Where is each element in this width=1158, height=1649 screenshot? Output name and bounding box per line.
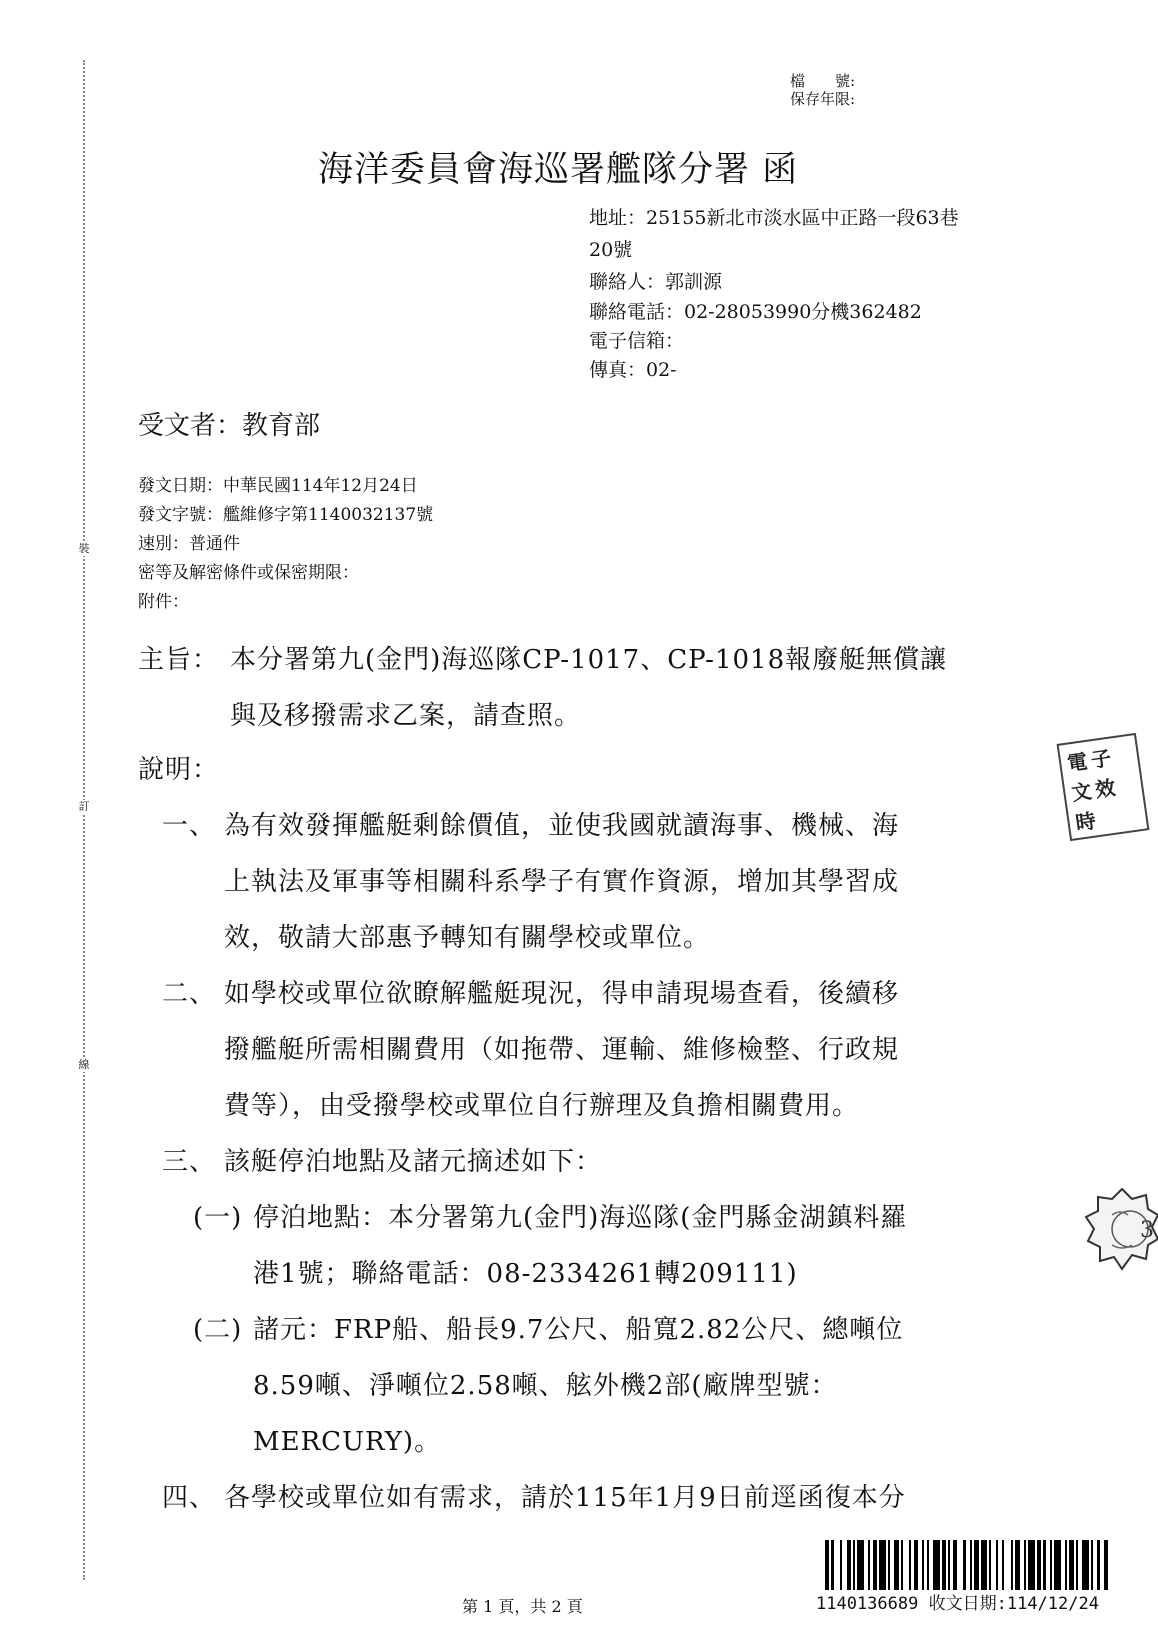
margin-mark-staple: 訂 bbox=[76, 800, 92, 814]
seal-stamp-icon bbox=[1082, 1185, 1158, 1281]
attachment: 附件： bbox=[138, 592, 189, 612]
binding-margin-line bbox=[83, 60, 85, 1580]
barcode-bar bbox=[1108, 1540, 1110, 1590]
sender-address-line2: 20號 bbox=[589, 239, 633, 261]
item-three-sub2-marker: (二) bbox=[193, 1315, 243, 1345]
sender-email: 電子信箱： bbox=[589, 330, 685, 352]
barcode-number: 1140136689 bbox=[816, 1594, 919, 1614]
barcode bbox=[825, 1540, 1111, 1590]
barcode-caption bbox=[816, 1594, 1099, 1614]
subject-label: 主旨： bbox=[138, 645, 220, 675]
item-two-marker: 二、 bbox=[162, 979, 217, 1009]
issue-date: 發文日期：中華民國114年12月24日 bbox=[138, 476, 418, 496]
page-indicator: 第 1 頁，共 2 頁 bbox=[462, 1597, 583, 1616]
item-three-sub2-line1: 諸元：FRP船、船長9.7公尺、船寬2.82公尺、總噸位 bbox=[253, 1315, 904, 1345]
sender-phone: 聯絡電話：02-28053990分機362482 bbox=[589, 301, 922, 323]
stamp-line1: 電子 bbox=[1065, 744, 1117, 776]
item-three-marker: 三、 bbox=[162, 1147, 217, 1177]
item-two-line2: 撥艦艇所需相關費用（如拖帶、運輸、維修檢整、行政規 bbox=[224, 1035, 900, 1065]
item-three-line1: 該艇停泊地點及諸元摘述如下： bbox=[224, 1147, 603, 1177]
retention-period-label: 保存年限: bbox=[790, 90, 856, 108]
subject-line2: 與及移撥需求乙案，請查照。 bbox=[230, 701, 582, 731]
sender-address-line1: 地址：25155新北市淡水區中正路一段63巷 bbox=[589, 207, 959, 229]
item-one-marker: 一、 bbox=[162, 811, 217, 841]
document-title: 海洋委員會海巡署艦隊分署 函 bbox=[318, 150, 799, 190]
svg-text:3: 3 bbox=[1140, 1218, 1154, 1243]
item-four-line1: 各學校或單位如有需求，請於115年1月9日前逕函復本分 bbox=[224, 1483, 906, 1513]
received-date: 收文日期:114/12/24 bbox=[928, 1594, 1099, 1614]
margin-mark-bind: 裝 bbox=[76, 542, 92, 556]
document-number: 發文字號：艦維修字第1140032137號 bbox=[138, 505, 434, 525]
item-one-line3: 效，敬請大部惠予轉知有關學校或單位。 bbox=[224, 923, 711, 953]
recipient: 受文者：教育部 bbox=[138, 411, 321, 441]
archive-number-label: 檔 號: bbox=[790, 72, 856, 90]
stamp-line3: 時 bbox=[1074, 807, 1102, 835]
item-one-line1: 為有效發揮艦艇剩餘價值，並使我國就讀海事、機械、海 bbox=[224, 811, 900, 841]
delivery-speed: 速別：普通件 bbox=[138, 534, 240, 554]
item-two-line1: 如學校或單位欲瞭解艦艇現況，得申請現場查看，後續移 bbox=[224, 979, 900, 1009]
item-two-line3: 費等），由受撥學校或單位自行辦理及負擔相關費用。 bbox=[224, 1091, 860, 1121]
explanation-label: 說明： bbox=[138, 755, 220, 785]
margin-mark-line: 線 bbox=[76, 1058, 92, 1072]
item-three-sub2-line2: 8.59噸、淨噸位2.58噸、舷外機2部(廠牌型號： bbox=[253, 1371, 838, 1401]
sender-contact: 聯絡人：郭訓源 bbox=[589, 271, 723, 293]
item-three-sub1-line1: 停泊地點：本分署第九(金門)海巡隊(金門縣金湖鎮料羅 bbox=[253, 1203, 908, 1233]
item-one-line2: 上執法及軍事等相關科系學子有實作資源，增加其學習成 bbox=[224, 867, 900, 897]
item-four-marker: 四、 bbox=[162, 1483, 217, 1513]
sender-fax: 傳真：02- bbox=[589, 359, 677, 381]
secrecy-level: 密等及解密條件或保密期限： bbox=[138, 563, 359, 583]
stamp-line2: 文效 bbox=[1069, 774, 1121, 805]
subject-line1: 本分署第九(金門)海巡隊CP-1017、CP-1018報廢艇無償讓 bbox=[230, 645, 948, 675]
electronic-document-stamp bbox=[1057, 733, 1150, 841]
item-three-sub1-line2: 港1號；聯絡電話：08-2334261轉209111) bbox=[253, 1259, 798, 1289]
item-three-sub2-line3: MERCURY)。 bbox=[253, 1427, 442, 1457]
item-three-sub1-marker: (一) bbox=[193, 1203, 243, 1233]
